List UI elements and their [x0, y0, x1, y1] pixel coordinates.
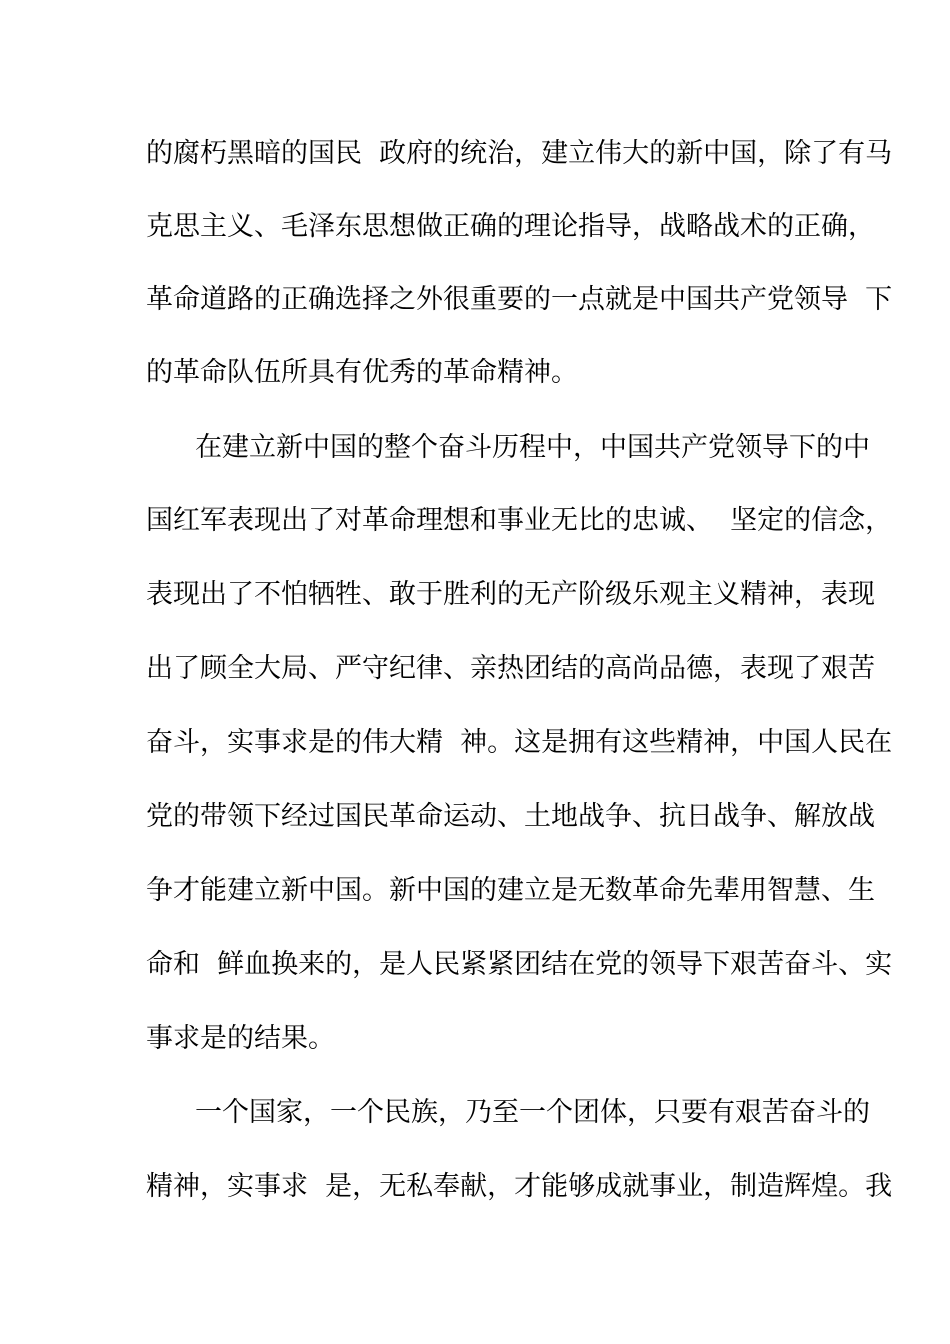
paragraph-2-line-5: 奋斗，实事求是的伟大精 神。这是拥有这些精神，中国人民在 [146, 727, 893, 758]
paragraph-2-line-8: 命和 鲜血换来的，是人民紧紧团结在党的领导下艰苦奋斗、实 [146, 949, 893, 980]
paragraph-1-line-1: 的腐朽黑暗的国民 政府的统治，建立伟大的新中国，除了有马 [146, 138, 893, 169]
paragraph-2-line-9: 事求是的结果。 [146, 1023, 335, 1054]
paragraph-2-line-3: 表现出了不怕牺牲、敢于胜利的无产阶级乐观主义精神，表现 [146, 579, 875, 610]
paragraph-3-line-1: 一个国家，一个民族，乃至一个团体，只要有艰苦奋斗的 [195, 1097, 870, 1128]
paragraph-2-line-6: 党的带领下经过国民革命运动、土地战争、抗日战争、解放战 [146, 801, 875, 832]
paragraph-2-line-2: 国红军表现出了对革命理想和事业无比的忠诚、 坚定的信念， [146, 505, 893, 536]
paragraph-1-line-4: 的革命队伍所具有优秀的革命精神。 [146, 357, 578, 388]
paragraph-1-line-3: 革命道路的正确选择之外很重要的一点就是中国共产党领导 下 [146, 284, 893, 315]
paragraph-2-line-7: 争才能建立新中国。新中国的建立是无数革命先辈用智慧、生 [146, 875, 875, 906]
paragraph-1-line-2: 克思主义、毛泽东思想做正确的理论指导，战略战术的正确， [146, 211, 875, 242]
paragraph-2-line-1: 在建立新中国的整个奋斗历程中，中国共产党领导下的中 [195, 432, 870, 463]
paragraph-3-line-2: 精神，实事求 是，无私奉献，才能够成就事业，制造辉煌。我 [146, 1171, 893, 1202]
paragraph-2-line-4: 出了顾全大局、严守纪律、亲热团结的高尚品德，表现了艰苦 [146, 653, 875, 684]
